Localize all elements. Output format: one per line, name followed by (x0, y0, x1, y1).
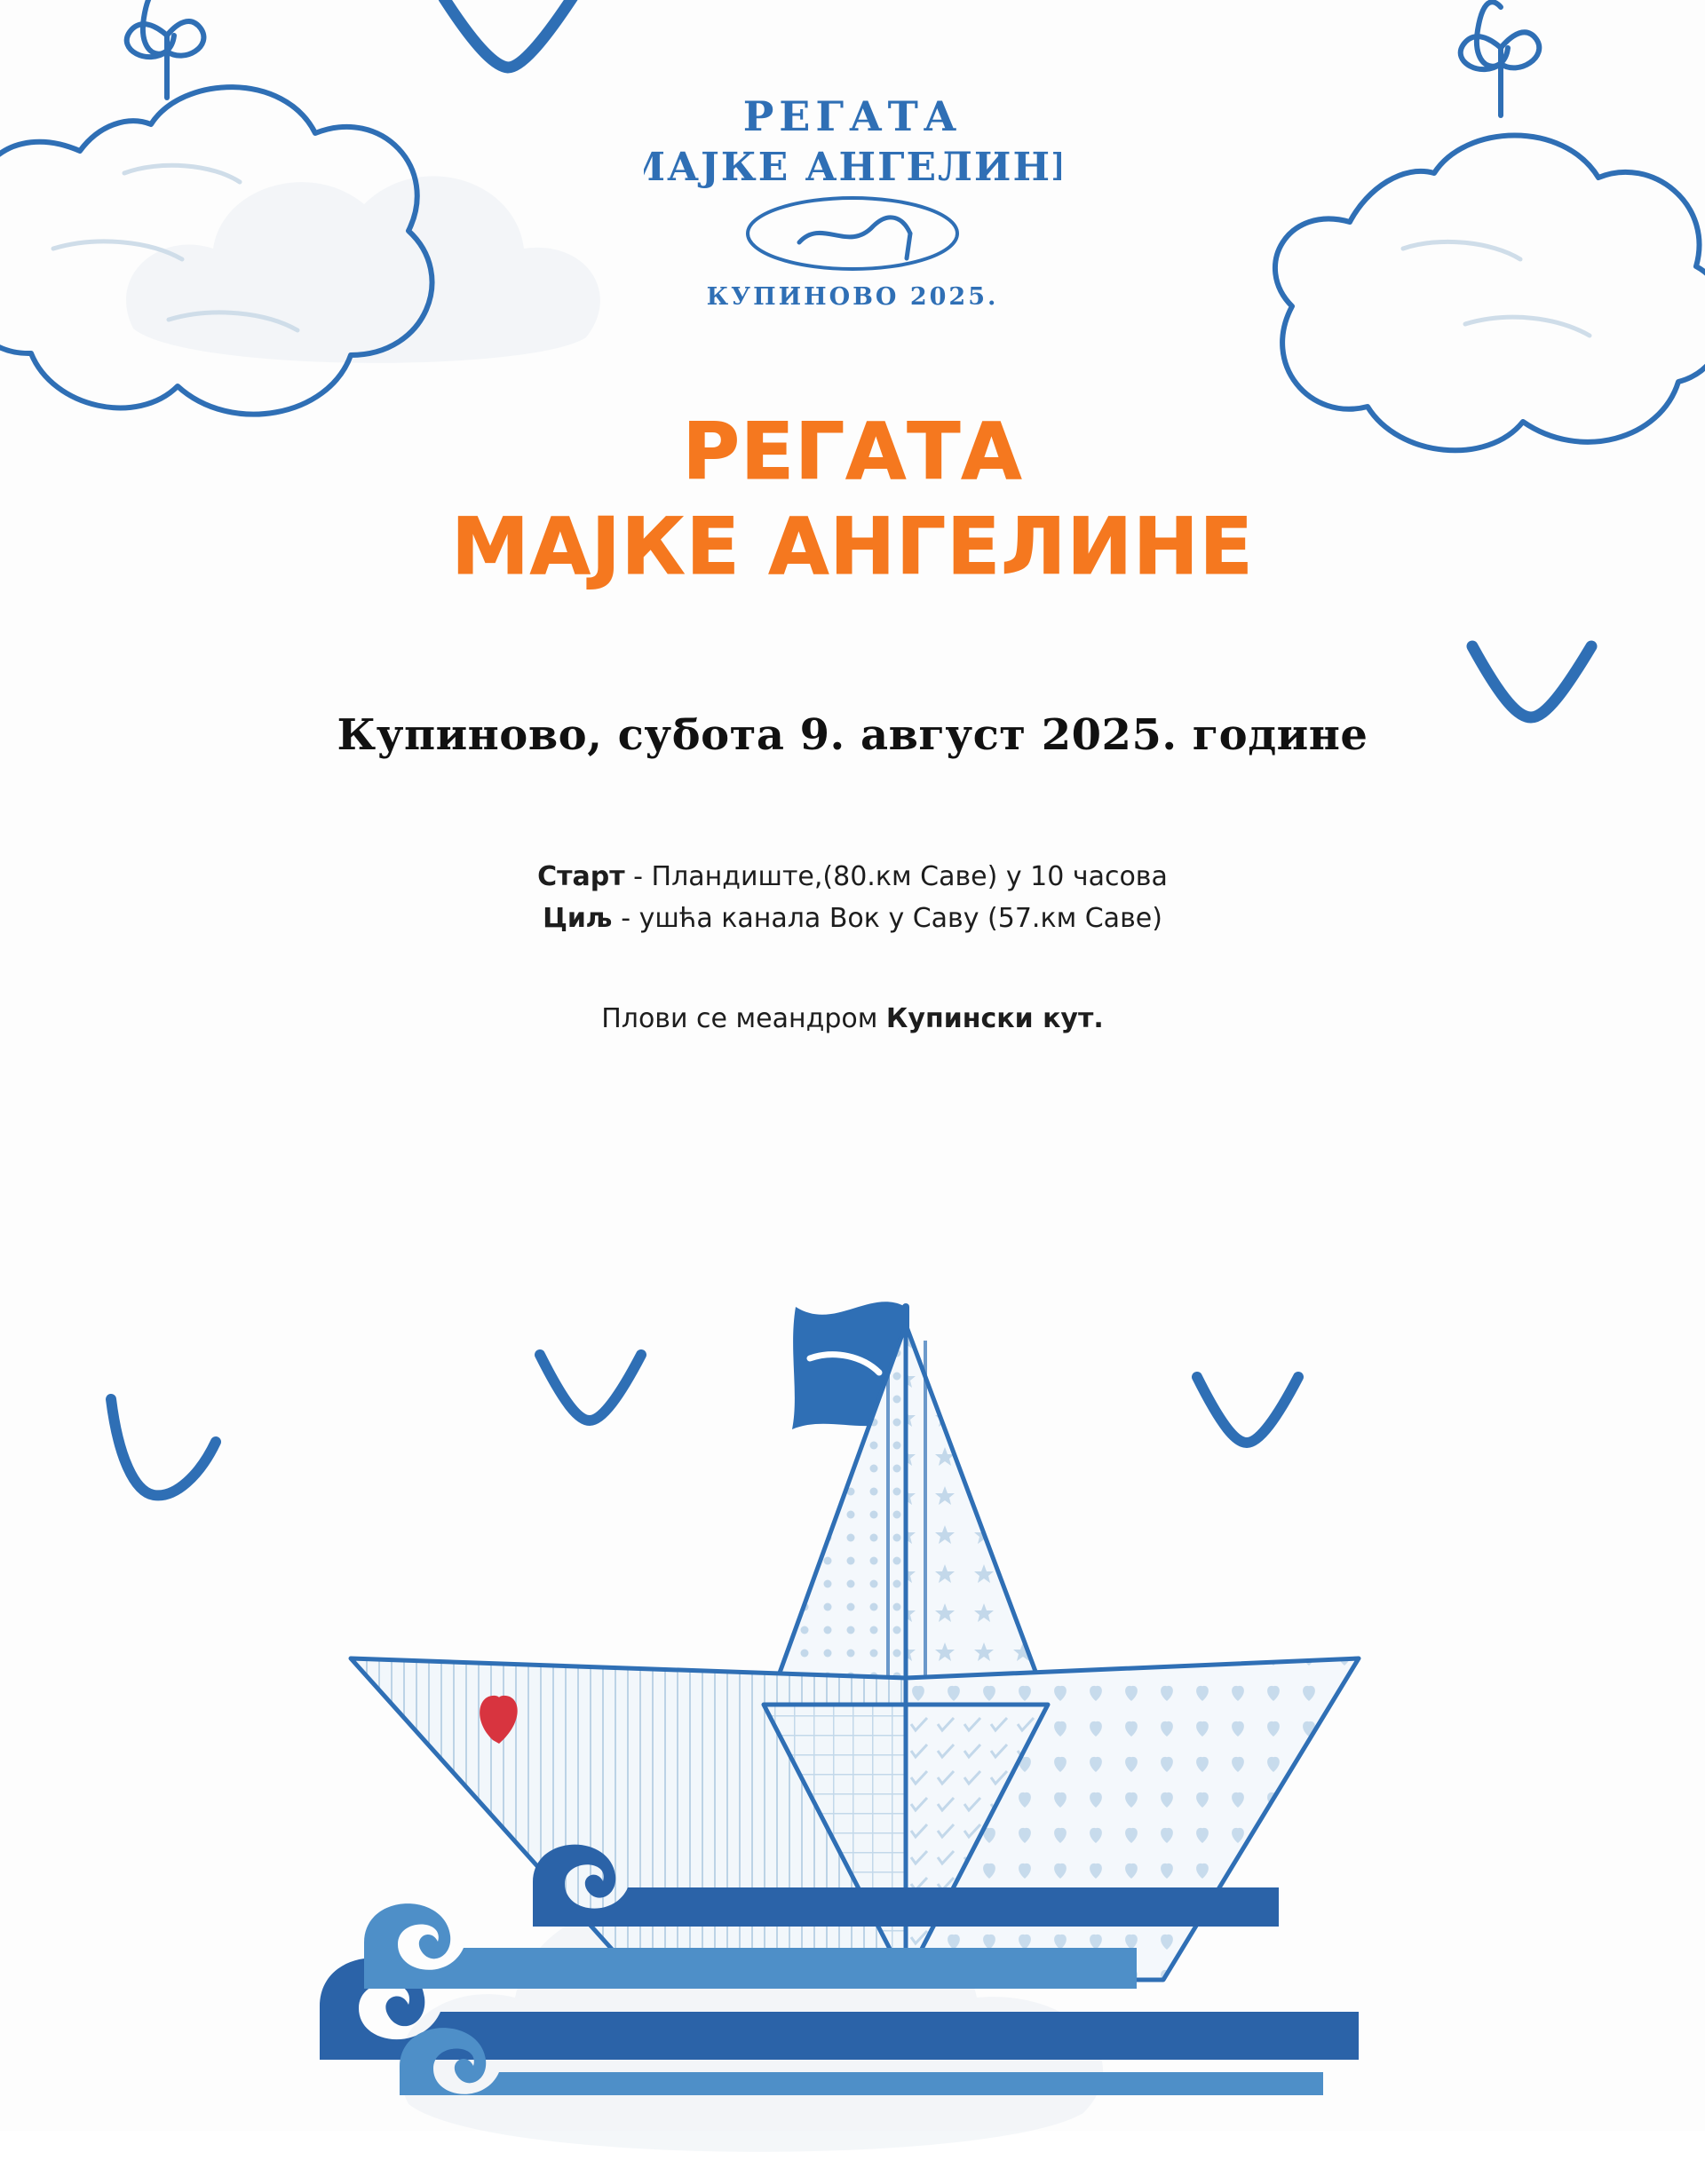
boat-scene (266, 1207, 1439, 2095)
detail-finish-text: - ушћа канала Вок у Саву (57.км Саве) (612, 902, 1162, 934)
bird-icon (435, 0, 586, 89)
detail-finish-label: Циљ (543, 902, 613, 934)
detail-start-label: Старт (537, 861, 625, 892)
detail-finish (0, 898, 1705, 940)
event-logo (644, 84, 1061, 336)
title-line-2: МАЈКЕ АНГЕЛИНЕ (451, 501, 1254, 593)
poster-title (0, 404, 1705, 595)
logo-line1: РЕГАТА (742, 92, 963, 140)
route-note-prefix: Плови се меандром (601, 1003, 886, 1034)
poster-subtitle: Купиново, субота 9. август 2025. године (337, 710, 1368, 760)
bird-icon (102, 1394, 226, 1509)
detail-start (0, 857, 1705, 898)
logo-icon (644, 84, 1061, 333)
logo-line3: КУПИНОВО 2025. (706, 283, 999, 311)
paper-boat-icon (266, 1207, 1439, 2095)
logo-line2: МАЈКЕ АНГЕЛИНЕ (644, 145, 1061, 190)
detail-start-text: - Пландиште,(80.км Саве) у 10 часова (624, 861, 1168, 892)
route-note-bold: Купински кут. (885, 1003, 1104, 1034)
event-details (0, 857, 1705, 939)
title-line-1: РЕГАТА (682, 406, 1023, 497)
route-note (0, 1003, 1705, 1034)
